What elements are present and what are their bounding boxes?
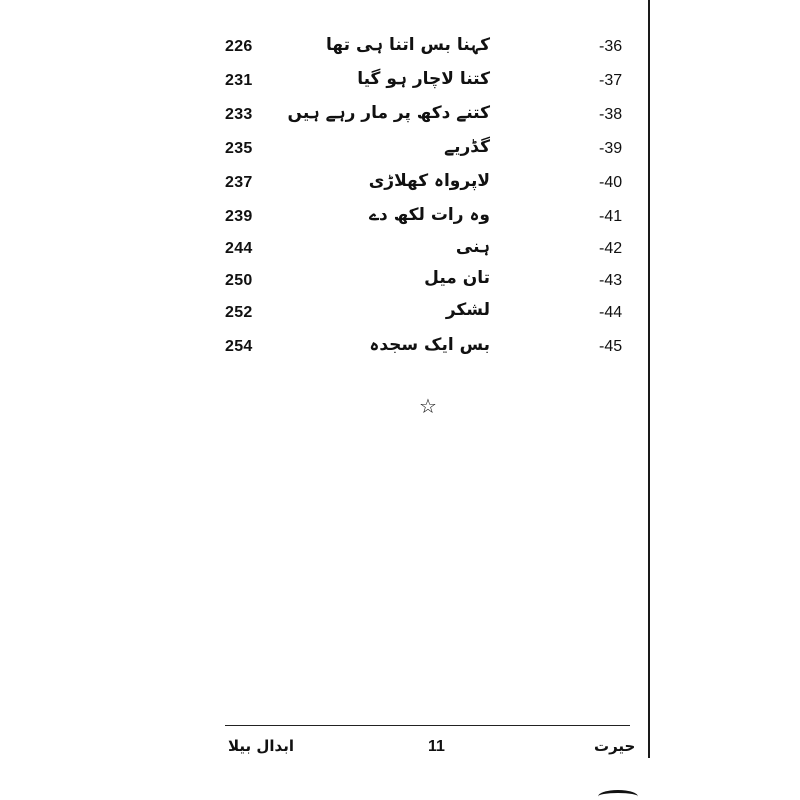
toc-number: -44 bbox=[599, 304, 623, 321]
toc-page-number: 226 bbox=[225, 38, 253, 55]
star-ornament-icon: ☆ bbox=[419, 394, 437, 418]
toc-number: -40 bbox=[599, 174, 623, 191]
toc-number: -43 bbox=[599, 272, 623, 289]
toc-number: -38 bbox=[599, 106, 623, 123]
toc-page-number: 252 bbox=[225, 304, 253, 321]
toc-page-number: 231 bbox=[225, 72, 253, 89]
toc-number: -39 bbox=[599, 140, 623, 157]
toc-title: بس ایک سجدہ bbox=[369, 335, 490, 355]
toc-entry bbox=[0, 335, 648, 368]
toc-title: گڈریے bbox=[444, 137, 490, 157]
footer-book-title: حیرت bbox=[594, 737, 636, 755]
toc-entry bbox=[0, 268, 648, 302]
toc-title: کتنے دکھ پر مار رہے ہیں bbox=[287, 103, 490, 123]
toc-entry bbox=[0, 237, 648, 270]
toc-page-number: 254 bbox=[225, 338, 253, 355]
page-corner-mark bbox=[598, 790, 638, 800]
toc-title: تان میل bbox=[424, 268, 490, 288]
toc-entry bbox=[0, 69, 648, 102]
toc-entry bbox=[0, 205, 648, 238]
footer-page-number: 11 bbox=[428, 738, 445, 755]
toc-title: لاپرواہ کھلاڑی bbox=[368, 171, 490, 191]
toc-number: -36 bbox=[599, 38, 623, 55]
footer-divider bbox=[225, 725, 630, 726]
toc-number: -42 bbox=[599, 240, 623, 257]
toc-entry bbox=[0, 35, 648, 68]
footer-author: ابدال بیلا bbox=[228, 737, 294, 755]
toc-title: کہنا بس اتنا ہی تھا bbox=[326, 35, 490, 55]
toc-page-number: 233 bbox=[225, 106, 253, 123]
toc-title: وہ رات لکھ دے bbox=[369, 205, 490, 225]
toc-title: لشکر bbox=[445, 300, 490, 320]
toc-page-number: 239 bbox=[225, 208, 253, 225]
toc-entry bbox=[0, 300, 648, 334]
toc-entry bbox=[0, 171, 648, 204]
toc-page-number: 235 bbox=[225, 140, 253, 157]
toc-entry bbox=[0, 103, 648, 136]
toc-page-number: 250 bbox=[225, 272, 253, 289]
toc-page-number: 237 bbox=[225, 174, 253, 191]
toc-number: -45 bbox=[599, 338, 623, 355]
toc-entry bbox=[0, 137, 648, 170]
toc-number: -41 bbox=[599, 208, 623, 225]
page-edge-line bbox=[648, 0, 650, 758]
toc-title: کتنا لاچار ہو گیا bbox=[357, 69, 490, 89]
toc-title: ہنی bbox=[455, 237, 490, 257]
toc-page-number: 244 bbox=[225, 240, 253, 257]
toc-number: -37 bbox=[599, 72, 623, 89]
